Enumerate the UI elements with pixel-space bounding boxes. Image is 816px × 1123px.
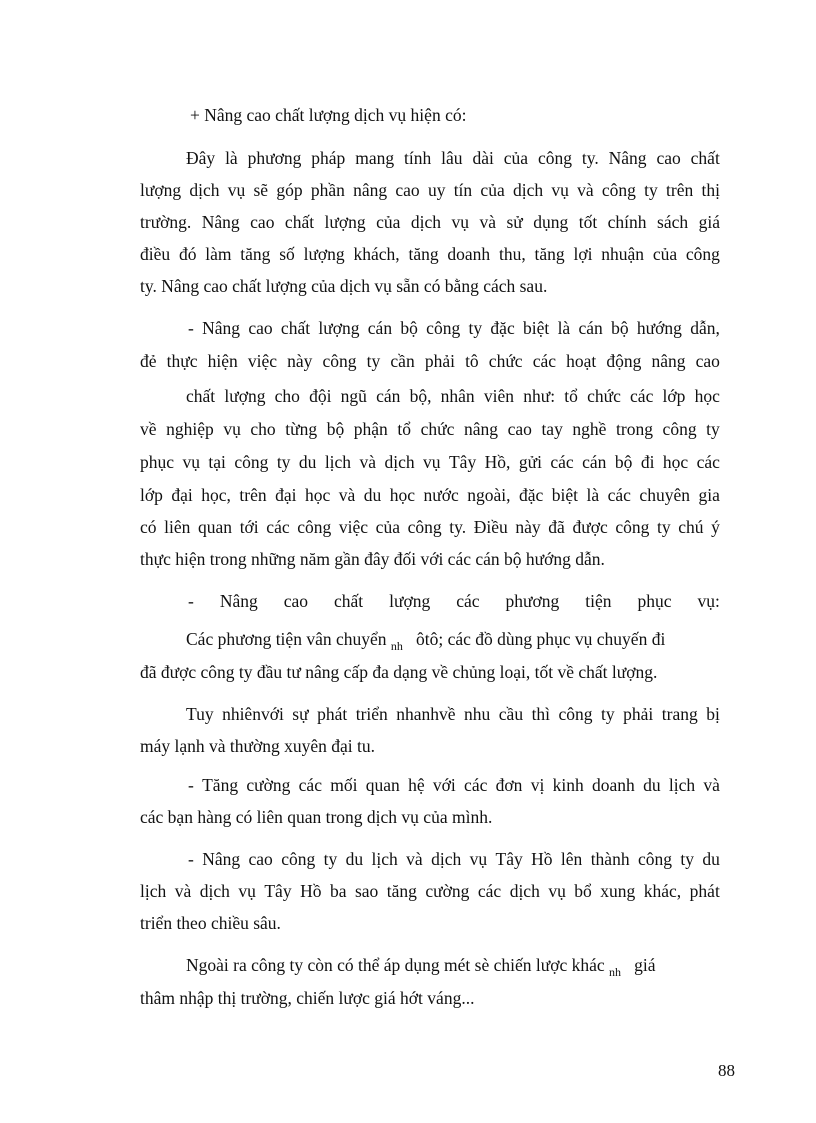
- para2-line-3: chất lượng cho đội ngũ cán bộ, nhân viên như: tổ chức các lớp học: [186, 386, 720, 406]
- para4-line-2: máy lạnh và thường xuyên đại tu.: [140, 736, 376, 756]
- para2-line-6: lớp đại học, trên đại học và du học nước ngoài, đặc biệt là các chuyên gia: [140, 485, 720, 505]
- para3-line-2: Các phương tiện vân chuyển $_{nh}$ ôtô; các đồ dùng phục vụ chuyến đi: [186, 629, 666, 653]
- para5-line-2: các bạn hàng có liên quan trong dịch vụ của mình.: [140, 807, 493, 827]
- page-number: 88: [718, 1061, 735, 1080]
- para2-line-2: đẻ thực hiện việc này công ty cần phải tô chức các hoạt động nâng cao: [140, 351, 720, 371]
- para6-line-3: triển theo chiều sâu.: [140, 913, 281, 933]
- para7-line-1: Ngoài ra công ty còn có thể áp dụng mét sè chiến lược khác $_{nh}$ giá: [186, 955, 656, 979]
- para1-line-2: lượng dịch vụ sẽ góp phần nâng cao uy tín của dịch vụ và công ty trên thị: [140, 180, 720, 200]
- para6-line-2: lịch và dịch vụ Tây Hồ ba sao tăng cường các dịch vụ bổ xung khác, phát: [140, 881, 720, 901]
- para4-line-1: Tuy nhiênvới sự phát triển nhanhvề nhu cầu thì công ty phải trang bị: [186, 704, 720, 724]
- section-heading: + Nâng cao chất lượng dịch vụ hiện có:: [190, 105, 467, 125]
- para3-line-1: - Nâng cao chất lượng các phương tiện phục vụ:: [188, 591, 720, 611]
- para2-line-4: về nghiệp vụ cho từng bộ phận tổ chức nâng cao tay nghề trong công ty: [140, 419, 720, 439]
- para2-line-5: phục vụ tại công ty du lịch và dịch vụ Tây Hồ, gửi các cán bộ đi học các: [140, 452, 720, 472]
- para2-line-7: có liên quan tới các công việc của công ty. Điều này đã được công ty chú ý: [140, 517, 720, 537]
- para1-line-3: trường. Nâng cao chất lượng của dịch vụ và sử dụng tốt chính sách giá: [140, 212, 720, 232]
- para2-line-8: thực hiện trong những năm gần đây đối với các cán bộ hướng dẫn.: [140, 549, 605, 569]
- para2-line-1: - Nâng cao chất lượng cán bộ công ty đặc biệt là cán bộ hướng dẫn,: [188, 318, 720, 338]
- para1-line-4: điều đó làm tăng số lượng khách, tăng doanh thu, tăng lợi nhuận của công: [140, 244, 720, 264]
- para7-line-2: thâm nhập thị trường, chiến lược giá hớt váng...: [140, 988, 475, 1008]
- para3-line-3: đã được công ty đầu tư nâng cấp đa dạng về chủng loại, tốt về chất lượng.: [140, 662, 658, 682]
- para5-line-1: - Tăng cường các mối quan hệ với các đơn vị kinh doanh du lịch và: [188, 775, 720, 795]
- para6-line-1: - Nâng cao công ty du lịch và dịch vụ Tây Hồ lên thành công ty du: [188, 849, 720, 869]
- para1-line-5: ty. Nâng cao chất lượng của dịch vụ sẵn có bằng cách sau.: [140, 276, 548, 296]
- para1-line-1: Đây là phương pháp mang tính lâu dài của công ty. Nâng cao chất: [186, 148, 720, 168]
